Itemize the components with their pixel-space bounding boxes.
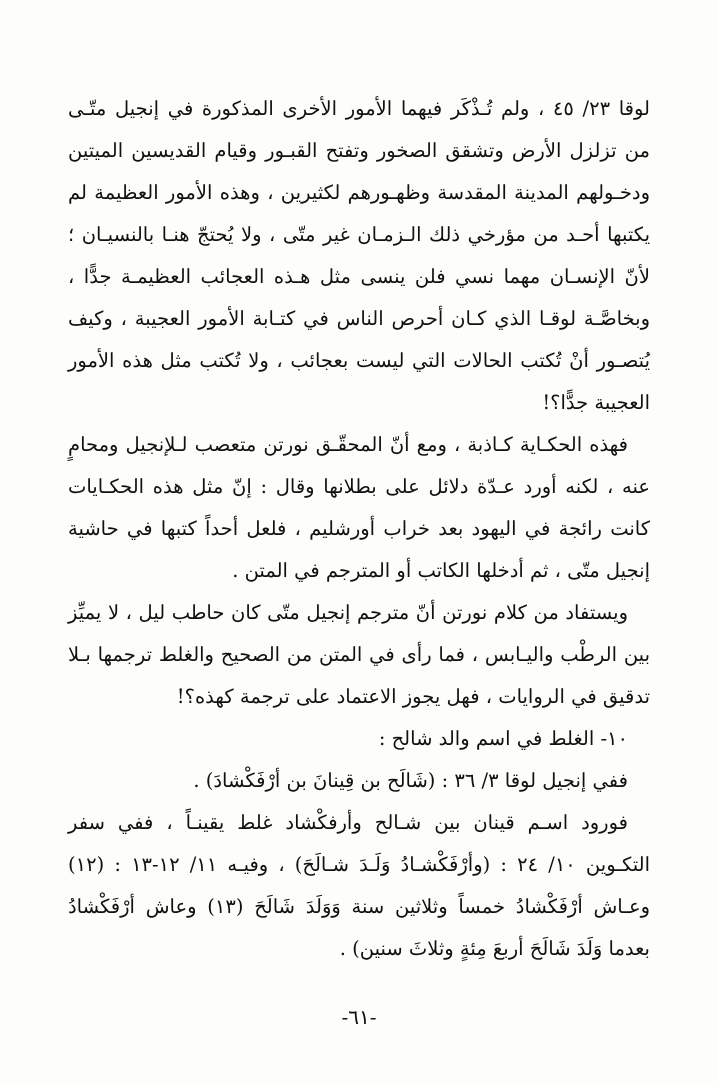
body-text xyxy=(68,88,650,970)
paragraph-genesis: فورود اسـم قينان بين شـالح وأرفكْشاد غلط يقينـاً ، ففي سفر التكـوين ١٠/ ٢٤ : (وأرْفَكْشـادُ وَلَـدَ شـالَحَ) ، وفيـه ١١/ ١٢-١٣ : (١٢) وعـاش أرْفَكْشادُ خمساً وثلاثين سنة وَوَلَدَ شَالَحَ (١٣) وعاش أرْفَكْشادُ بعدما وَلَدَ شَالَحَ أربعَ مِئةٍ وثلاثَ سنين) . xyxy=(68,811,651,960)
paragraph-luke-quote: ففي إنجيل لوقا ٣/ ٣٦ : (شَالَح بن قِينانَ بن أرْفَكْشادَ) . xyxy=(193,769,628,792)
paragraph-translator: ويستفاد من كلام نورتن أنّ مترجم إنجيل متّى كان حاطب ليل ، لا يميِّز بين الرطْب واليـابس ، فما رأى في المتن من الصحيح والغلط ترجمها بـلا تدقيق في الروايات ، فهل يجوز الاعتماد على ترجمة كهذه؟! xyxy=(68,601,650,708)
page-number: -٦١- xyxy=(341,1005,377,1029)
paragraph-false-story: فهذه الحكـاية كـاذبة ، ومع أنّ المحقّـق نورتن متعصب لـلإنجيل ومحامٍ عنه ، لكنه أورد عـدّة دلائل على بطلانها وقال : إنّ مثل هذه الحكـايات كانت رائجة في اليهود بعد خراب أورشليم ، فلعل أحداً كتبها في حاشية إنجيل متّى ، ثم أدخلها الكاتب أو المترجم في المتن . xyxy=(68,433,650,582)
paragraph-lukan-omission: لوقا ٢٣/ ٤٥ ، ولم تُـذْكَر فيهما الأمور الأخرى المذكورة في إنجيل متّـى من تزلزل الأرض وتشقق الصخور وتفتح القبـور وقيام القديسين الميتين ودخـولهم المدينة المقدسة وظهـورهم لكثيرين ، وهذه الأمور العظيمة لم يكتبها أحـد من مؤرخي ذلك الـزمـان غير متّى ، ولا يُحتجّ هنـا بالنسيـان ؛ لأنّ الإنسـان مهما نسي فلن ينسى مثل هـذه العجائب العظيمـة جدًّا ، وبخاصَّـة لوقـا الذي كـان أحرص الناس في كتـابة الأمور العجيبة ، وكيف يُتصـور أنْ تُكتب الحالات التي ليست بعجائب ، ولا تُكتب مثل هذه الأمور العجيبة جدًّا؟! xyxy=(68,97,650,414)
section-heading: ١٠- الغلط في اسم والد شالح : xyxy=(378,727,628,750)
